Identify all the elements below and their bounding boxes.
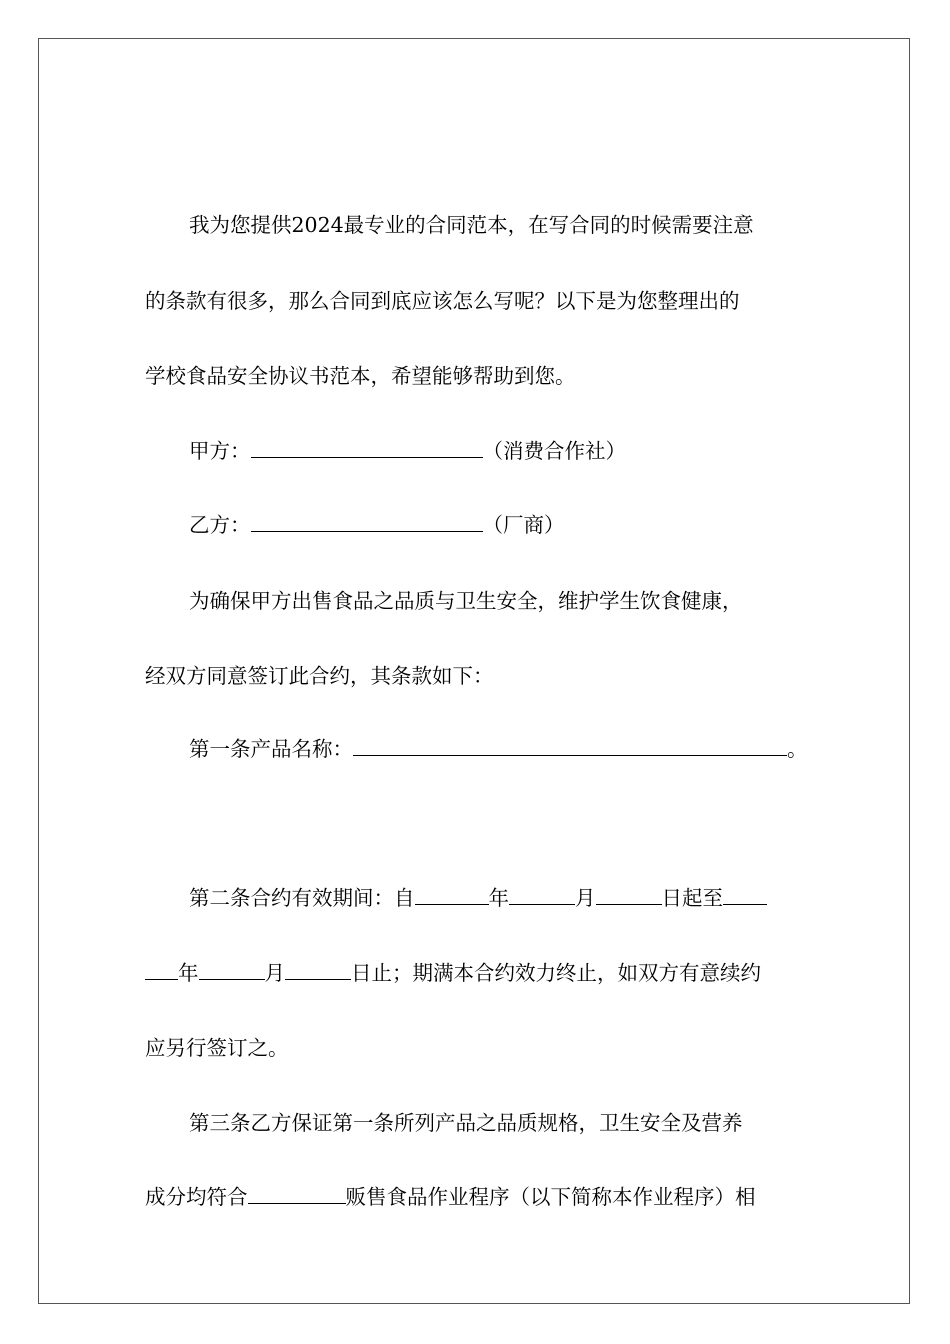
end-year-unit: 年 <box>178 961 199 985</box>
end-year-blank-part-2[interactable] <box>145 961 178 980</box>
purpose-line-1: 为确保甲方出售食品之品质与卫生安全，维护学生饮食健康， <box>189 589 743 613</box>
party-a-blank[interactable] <box>251 439 483 458</box>
article-1-line <box>189 737 808 761</box>
article-2-line-3: 应另行签订之。 <box>145 1036 289 1060</box>
start-day-blank[interactable] <box>596 886 662 905</box>
article-2-line-2 <box>145 961 761 985</box>
party-b-blank[interactable] <box>251 513 483 532</box>
intro-line-2: 的条款有很多，那么合同到底应该怎么写呢？以下是为您整理出的 <box>145 289 740 313</box>
party-a-label: 甲方： <box>189 439 251 463</box>
article-3-line-2 <box>145 1185 756 1209</box>
standard-blank[interactable] <box>248 1185 346 1204</box>
article-2-tail: 日止；期满本合约效力终止，如双方有意续约 <box>351 961 761 985</box>
product-name-blank[interactable] <box>353 737 787 756</box>
article-2-label: 第二条合约有效期间：自 <box>189 886 415 910</box>
intro-line-3: 学校食品安全协议书范本，希望能够帮助到您。 <box>145 364 576 388</box>
party-b-line <box>189 513 565 537</box>
end-day-blank[interactable] <box>285 961 351 980</box>
start-year-unit: 年 <box>488 886 509 910</box>
article-1-label: 第一条产品名称： <box>189 737 353 761</box>
party-a-note: （消费合作社） <box>482 439 626 463</box>
end-month-blank[interactable] <box>199 961 265 980</box>
article-1-end: 。 <box>787 737 808 761</box>
start-month-blank[interactable] <box>509 886 575 905</box>
party-b-note: （厂商） <box>482 513 565 537</box>
start-month-unit: 月 <box>575 886 596 910</box>
article-3-prefix: 成分均符合 <box>145 1185 248 1209</box>
party-a-line <box>189 439 626 463</box>
start-day-unit: 日起至 <box>661 886 723 910</box>
article-3-suffix: 贩售食品作业程序（以下简称本作业程序）相 <box>345 1185 756 1209</box>
article-2-line-1 <box>189 886 767 910</box>
party-b-label: 乙方： <box>189 513 251 537</box>
intro-line-1: 我为您提供2024最专业的合同范本，在写合同的时候需要注意 <box>189 213 754 237</box>
start-year-blank[interactable] <box>415 886 489 905</box>
article-3-line-1: 第三条乙方保证第一条所列产品之品质规格，卫生安全及营养 <box>189 1111 743 1135</box>
purpose-line-2: 经双方同意签订此合约，其条款如下： <box>145 664 494 688</box>
end-year-blank-part-1[interactable] <box>723 886 767 905</box>
end-month-unit: 月 <box>264 961 285 985</box>
